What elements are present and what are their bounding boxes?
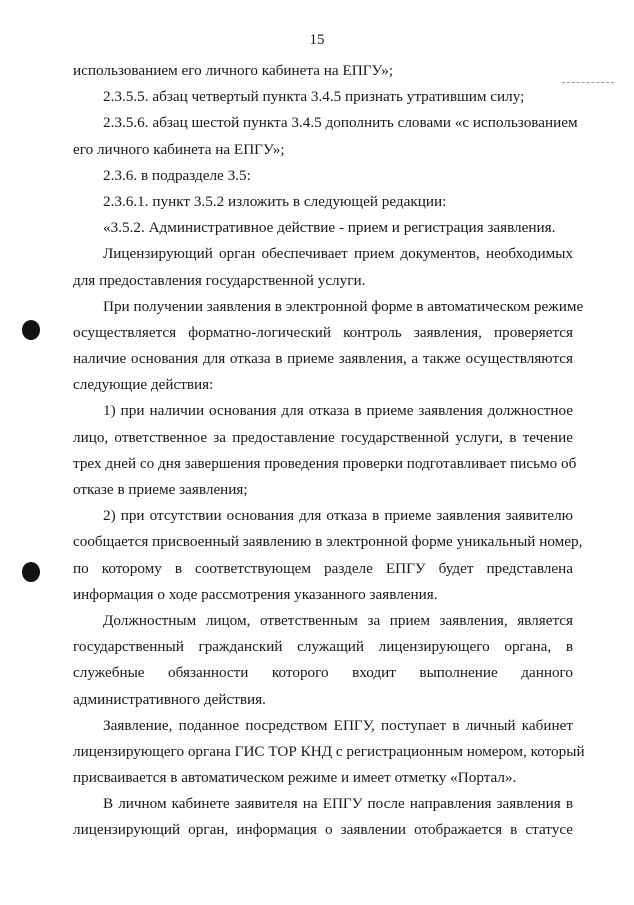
text-line: 2.3.6.1. пункт 3.5.2 изложить в следующей редакции: — [103, 192, 447, 210]
text-line: трех дней со дня завершения проведения проверки подготавливает письмо об — [73, 454, 577, 472]
punch-hole-mark — [22, 320, 40, 340]
text-line: Должностным лицом, ответственным за прием заявления, является — [103, 611, 573, 629]
text-line: для предоставления государственной услуги. — [73, 271, 366, 289]
text-line: информация о ходе рассмотрения указанного заявления. — [73, 585, 438, 603]
text-line: следующие действия: — [73, 376, 214, 394]
text-line: сообщается присвоенный заявлению в электронной форме уникальный номер, — [73, 533, 583, 551]
text-line: 2.3.5.6. абзац шестой пункта 3.4.5 дополнить словами «с использованием — [103, 114, 578, 132]
page-number: 15 — [309, 32, 325, 48]
text-line: служебные обязанности которого входит выполнение данного — [73, 664, 573, 682]
text-line: 2.3.6. в подразделе 3.5: — [103, 166, 251, 184]
text-line: 2.3.5.5. абзац четвертый пункта 3.4.5 признать утратившим силу; — [103, 88, 525, 106]
text-line: лицензирующего органа ГИС ТОР КНД с регистрационным номером, который — [73, 742, 585, 760]
document-body — [73, 58, 585, 844]
text-line: При получении заявления в электронной форме в автоматическом режиме — [103, 297, 584, 315]
text-line: 2) при отсутствии основания для отказа в приеме заявления заявителю — [103, 507, 573, 525]
text-line: государственный гражданский служащий лицензирующего органа, в — [73, 638, 573, 656]
text-line: лицо, ответственное за предоставление государственной услуги, в течение — [73, 428, 573, 446]
text-line: его личного кабинета на ЕПГУ»; — [73, 140, 285, 158]
text-line: 1) при наличии основания для отказа в приеме заявления должностное — [103, 402, 573, 420]
text-line: Лицензирующий орган обеспечивает прием документов, необходимых — [103, 245, 573, 263]
text-line: отказе в приеме заявления; — [73, 481, 248, 498]
text-line: по которому в соответствующем разделе ЕПГУ будет представлена — [73, 559, 573, 577]
text-line: В личном кабинете заявителя на ЕПГУ после направления заявления в — [103, 795, 573, 813]
text-line: наличие основания для отказа в приеме заявления, а также осуществляются — [73, 350, 573, 368]
text-line: административного действия. — [73, 690, 266, 708]
text-line: осуществляется форматно-логический контроль заявления, проверяется — [73, 323, 573, 341]
text-line: лицензирующий орган, информация о заявлении отображается в статусе — [73, 821, 573, 839]
text-line: использованием его личного кабинета на ЕПГУ»; — [73, 62, 394, 79]
text-line: присваивается в автоматическом режиме и имеет отметку «Портал». — [73, 769, 517, 787]
text-line: «3.5.2. Административное действие - прием и регистрация заявления. — [103, 219, 556, 237]
text-line: Заявление, поданное посредством ЕПГУ, поступает в личный кабинет — [103, 716, 573, 734]
punch-hole-mark — [22, 562, 40, 582]
